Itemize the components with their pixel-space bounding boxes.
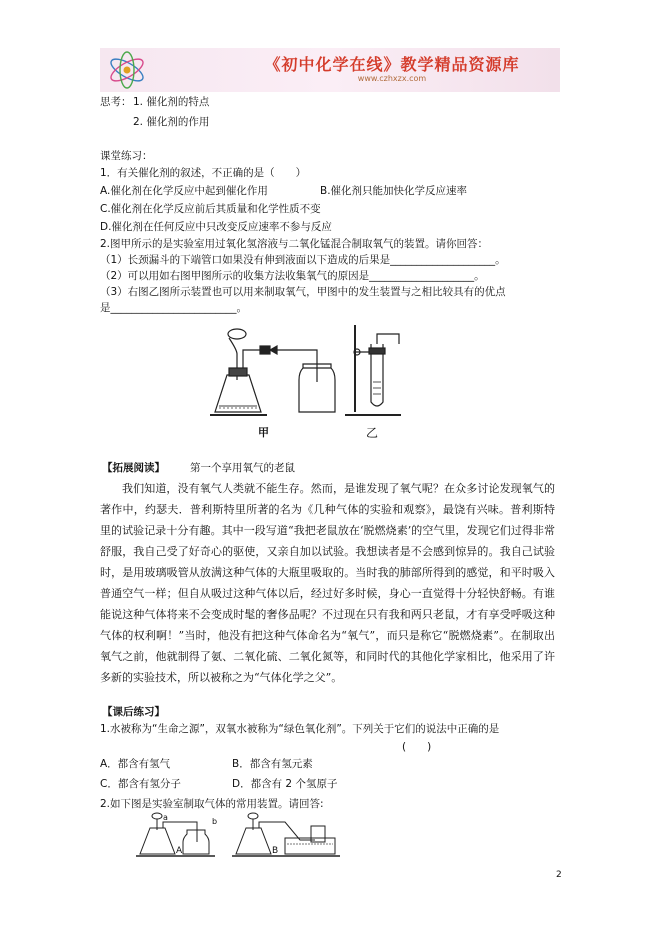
figure-jia-yi-apparatus <box>205 320 420 425</box>
after-class-q1-option-a: A．都含有氢气 <box>100 758 171 770</box>
think-item-1: 1. 催化剂的特点 <box>133 96 210 108</box>
extended-reading-body: 我们知道，没有氧气人类就不能生存。然而，是谁发现了氧气呢？在众多讨论发现氧气的著作中，约瑟夫．普利斯特里所著的名为《几种气体的实验和观察》，最饶有兴味。普利斯特里的试验记录十分有趣。其中一段写道“我把老鼠放在‘脱燃烧素’的空气里，发现它们过得非常舒服，我自己受了好奇心的驱使，又亲自加以试验。我想读者是不会感到惊异的。我自己试验时，是用玻璃吸管从放满这种气体的大瓶里吸取的。当时我的肺部所得到的感觉，和平时吸入普通空气一样；但自从吸过这种气体以后，经过好多时候，身心一直觉得十分轻快舒畅。有谁能说这种气体将来不会变成时髦的奢侈品呢？不过现在只有我和两只老鼠，才有享受呼吸这种气体的权利啊！”当时，他没有把这种气体命名为“氧气”，而只是称它“脱燃烧素”。在制取出氧气之前，他就制得了氨、二氧化硫、二氧化氮等，和同时代的其他化学家相比，他采用了许多新的实验技术，所以被称之为“气体化学之父”。 <box>100 482 555 684</box>
class-q2-part-2: （2）可以用如右图甲图所示的收集方法收集氧气的原因是____________________。 <box>100 270 485 282</box>
class-q1-option-b: B.催化剂只能加快化学反应速率 <box>320 185 468 197</box>
page-number: 2 <box>556 870 562 880</box>
figure-label-b-small: b <box>212 817 218 826</box>
figure-b-label: B <box>272 846 279 856</box>
figure-jia-label: 甲 <box>258 426 269 439</box>
banner-url: www.czhxzx.com <box>357 74 427 83</box>
think-item-2: 2. 催化剂的作用 <box>133 116 210 128</box>
think-label: 思考： <box>100 96 132 108</box>
class-q1: 1．有关催化剂的叙述，不正确的是（ ） <box>100 167 307 179</box>
extended-reading-tag: 【拓展阅读】 <box>102 462 165 474</box>
after-class-q1-option-c: C．都含有氢分子 <box>100 778 181 790</box>
figure-a-label: A <box>176 846 183 856</box>
extended-reading-title: 第一个享用氧气的老鼠 <box>190 462 295 474</box>
class-q2-part-1: （1）长颈漏斗的下端管口如果没有伸到液面以下造成的后果是____________________。 <box>100 254 506 266</box>
banner-title: 《初中化学在线》教学精品资源库 <box>264 55 520 74</box>
figure-yi-label: 乙 <box>366 426 379 440</box>
class-q2: 2.图甲所示的是实验室用过氧化氢溶液与二氧化锰混合制取氧气的装置。请你回答： <box>100 238 489 250</box>
after-class-q1-option-b: B．都含有氢元素 <box>232 758 313 770</box>
figure-label-a-small: a <box>163 813 168 822</box>
class-q2-part-3: （3）右图乙图所示装置也可以用来制取氧气，甲图中的发生装置与之相比较具有的优点 <box>100 286 506 298</box>
class-q1-option-d: D.催化剂在任何反应中只改变反应速率不参与反应 <box>100 221 332 233</box>
after-class-heading: 【课后练习】 <box>102 706 165 718</box>
atom-logo-icon <box>104 48 150 92</box>
after-class-q1-option-d: D．都含有 2 个氢原子 <box>232 778 338 790</box>
after-class-q1: 1.水被称为“生命之源”，双氧水被称为“绿色氧化剂”。下列关于它们的说法中正确的是 <box>100 723 500 735</box>
class-practice-heading: 课堂练习： <box>100 150 153 162</box>
after-class-q1-paren: ( ) <box>402 741 432 753</box>
class-q1-option-c: C.催化剂在化学反应前后其质量和化学性质不变 <box>100 203 321 215</box>
class-q2-part-3b: 是________________________。 <box>100 302 247 314</box>
class-q1-option-a: A.催化剂在化学反应中起到催化作用 <box>100 185 268 197</box>
header-banner <box>100 48 560 92</box>
after-class-q2: 2.如下图是实验室制取气体的常用装置。请回答: <box>100 798 324 810</box>
